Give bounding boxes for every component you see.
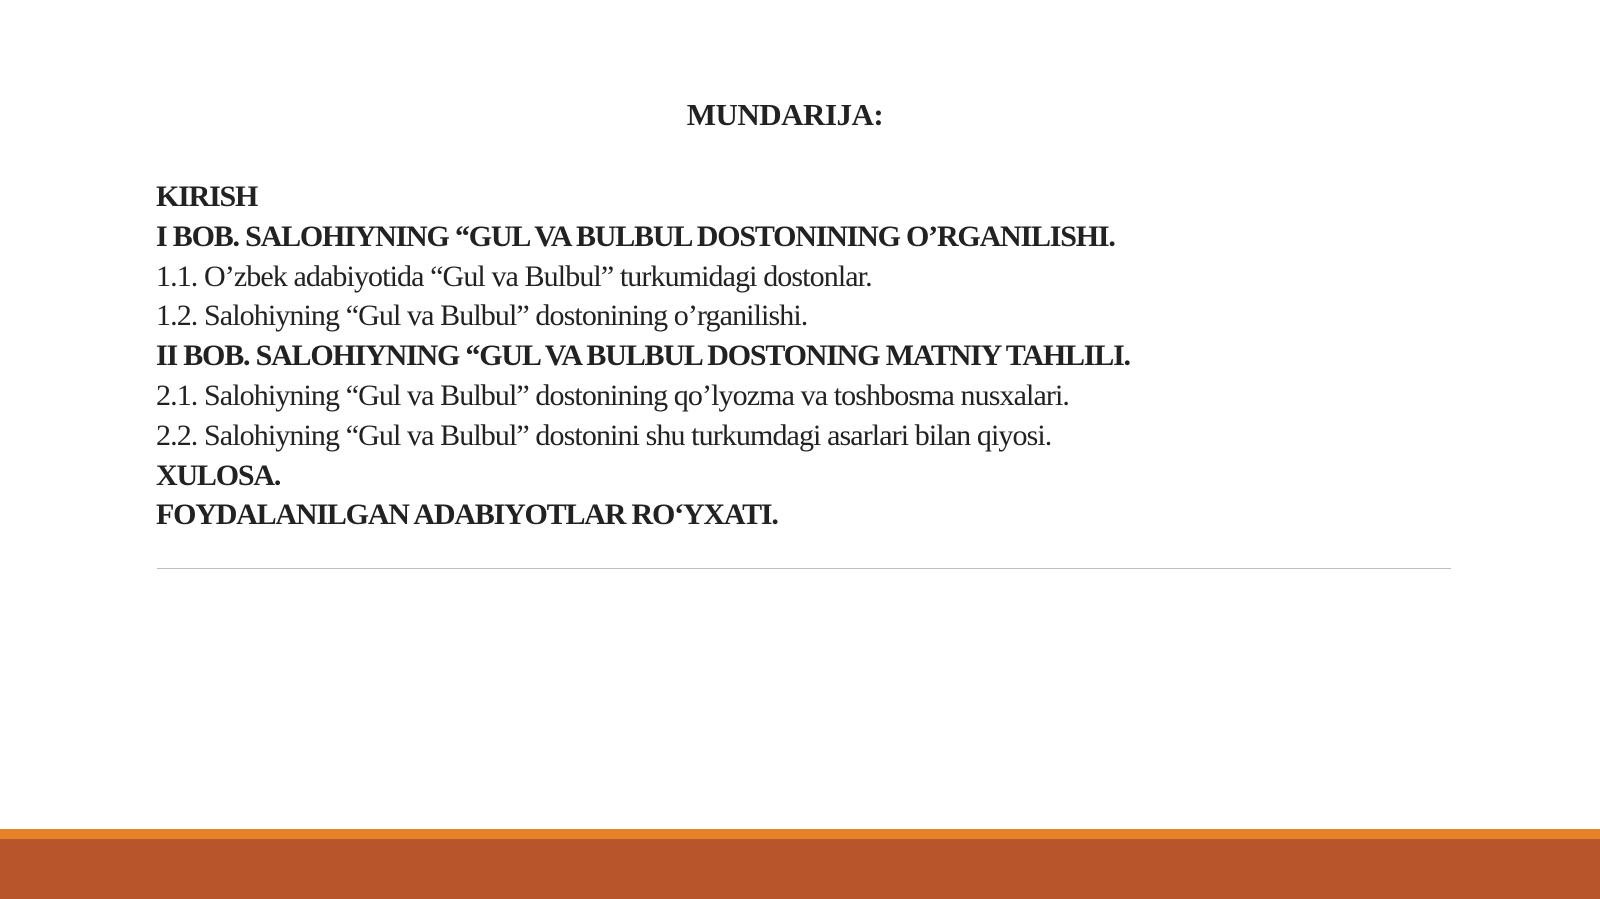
divider-line bbox=[157, 568, 1451, 569]
slide-title: MUNDARIJA: bbox=[686, 97, 884, 132]
toc-entry: 1.1. O’zbek adabiyotida “Gul va Bulbul” turkumidagi dostonlar. bbox=[156, 259, 872, 293]
toc-entry: I BOB. SALOHIYNING “GUL VA BULBUL DOSTONINING O’RGANILISHI. bbox=[156, 219, 1115, 253]
toc-entry: KIRISH bbox=[156, 180, 258, 213]
toc-entry: FOYDALANILGAN ADABIYOTLAR RO‘YXATI. bbox=[156, 498, 778, 532]
footer-main-stripe bbox=[0, 839, 1600, 899]
toc-entry: 2.2. Salohiyning “Gul va Bulbul” dostonini shu turkumdagi asarlari bilan qiyosi. bbox=[156, 418, 1052, 452]
toc-entry: 2.1. Salohiyning “Gul va Bulbul” dostonining qo’lyozma va toshbosma nusxalari. bbox=[156, 378, 1070, 412]
toc-entry: 1.2. Salohiyning “Gul va Bulbul” dostonining o’rganilishi. bbox=[156, 299, 808, 333]
footer-accent-stripe bbox=[0, 829, 1600, 839]
toc-entry: II BOB. SALOHIYNING “GUL VA BULBUL DOSTONING MATNIY TAHLILI. bbox=[156, 339, 1130, 373]
footer-band bbox=[0, 829, 1600, 899]
toc-entry: XULOSA. bbox=[156, 458, 281, 492]
table-of-contents bbox=[156, 177, 1456, 535]
